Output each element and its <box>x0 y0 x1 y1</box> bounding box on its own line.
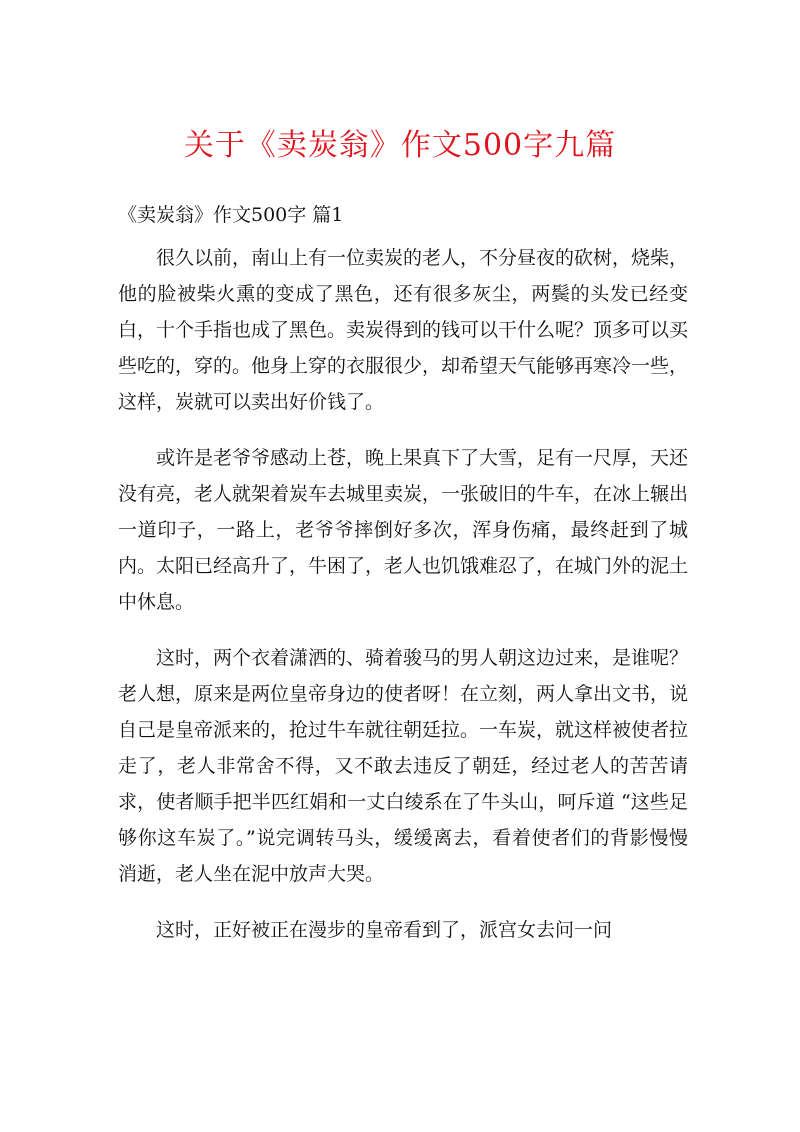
paragraph-4: 这时，正好被正在漫步的皇帝看到了，派宫女去问一问 <box>156 919 613 941</box>
section-heading: 《卖炭翁》作文500字 篇1 <box>118 204 344 226</box>
paragraph-2: 或许是老爷爷感动上苍，晚上果真下了大雪，足有一尺厚，天还没有亮，老人就架着炭车去城里卖炭，一张破旧的牛车，在冰上辗出一道印子，一路上，老爷爷摔倒好多次，浑身伤痛，最终赶到了城内。太阳已经高升了，牛困了，老人也饥饿难忍了，在城门外的泥土中休息。 <box>118 447 689 613</box>
document-title: 关于《卖炭翁》作文500字九篇 <box>183 128 617 163</box>
essay-body <box>118 240 688 968</box>
paragraph-3: 这时，两个衣着潇洒的、骑着骏马的男人朝这边过来，是谁呢？老人想，原来是两位皇帝身边的使者呀！在立刻，两人拿出文书，说自己是皇帝派来的，抢过牛车就往朝廷拉。一车炭，就这样被使者拉走了，老人非常舍不得，又不敢去违反了朝廷，经过老人的苦苦请求，使者顺手把半匹红娟和一丈白绫系在了牛头山，呵斥道 “这些足够你这车炭了。”说完调转马头，缓缓离去，看着使者们的背影慢慢消逝，老人坐在泥中放声大哭。 <box>118 647 689 885</box>
paragraph-1: 很久以前，南山上有一位卖炭的老人，不分昼夜的砍树，烧柴，他的脸被柴火熏的变成了黑色，还有很多灰尘，两鬓的头发已经变白，十个手指也成了黑色。卖炭得到的钱可以干什么呢？顶多可以买些吃的，穿的。他身上穿的衣服很少，却希望天气能够再寒冷一些，这样，炭就可以卖出好价钱了。 <box>118 247 689 413</box>
